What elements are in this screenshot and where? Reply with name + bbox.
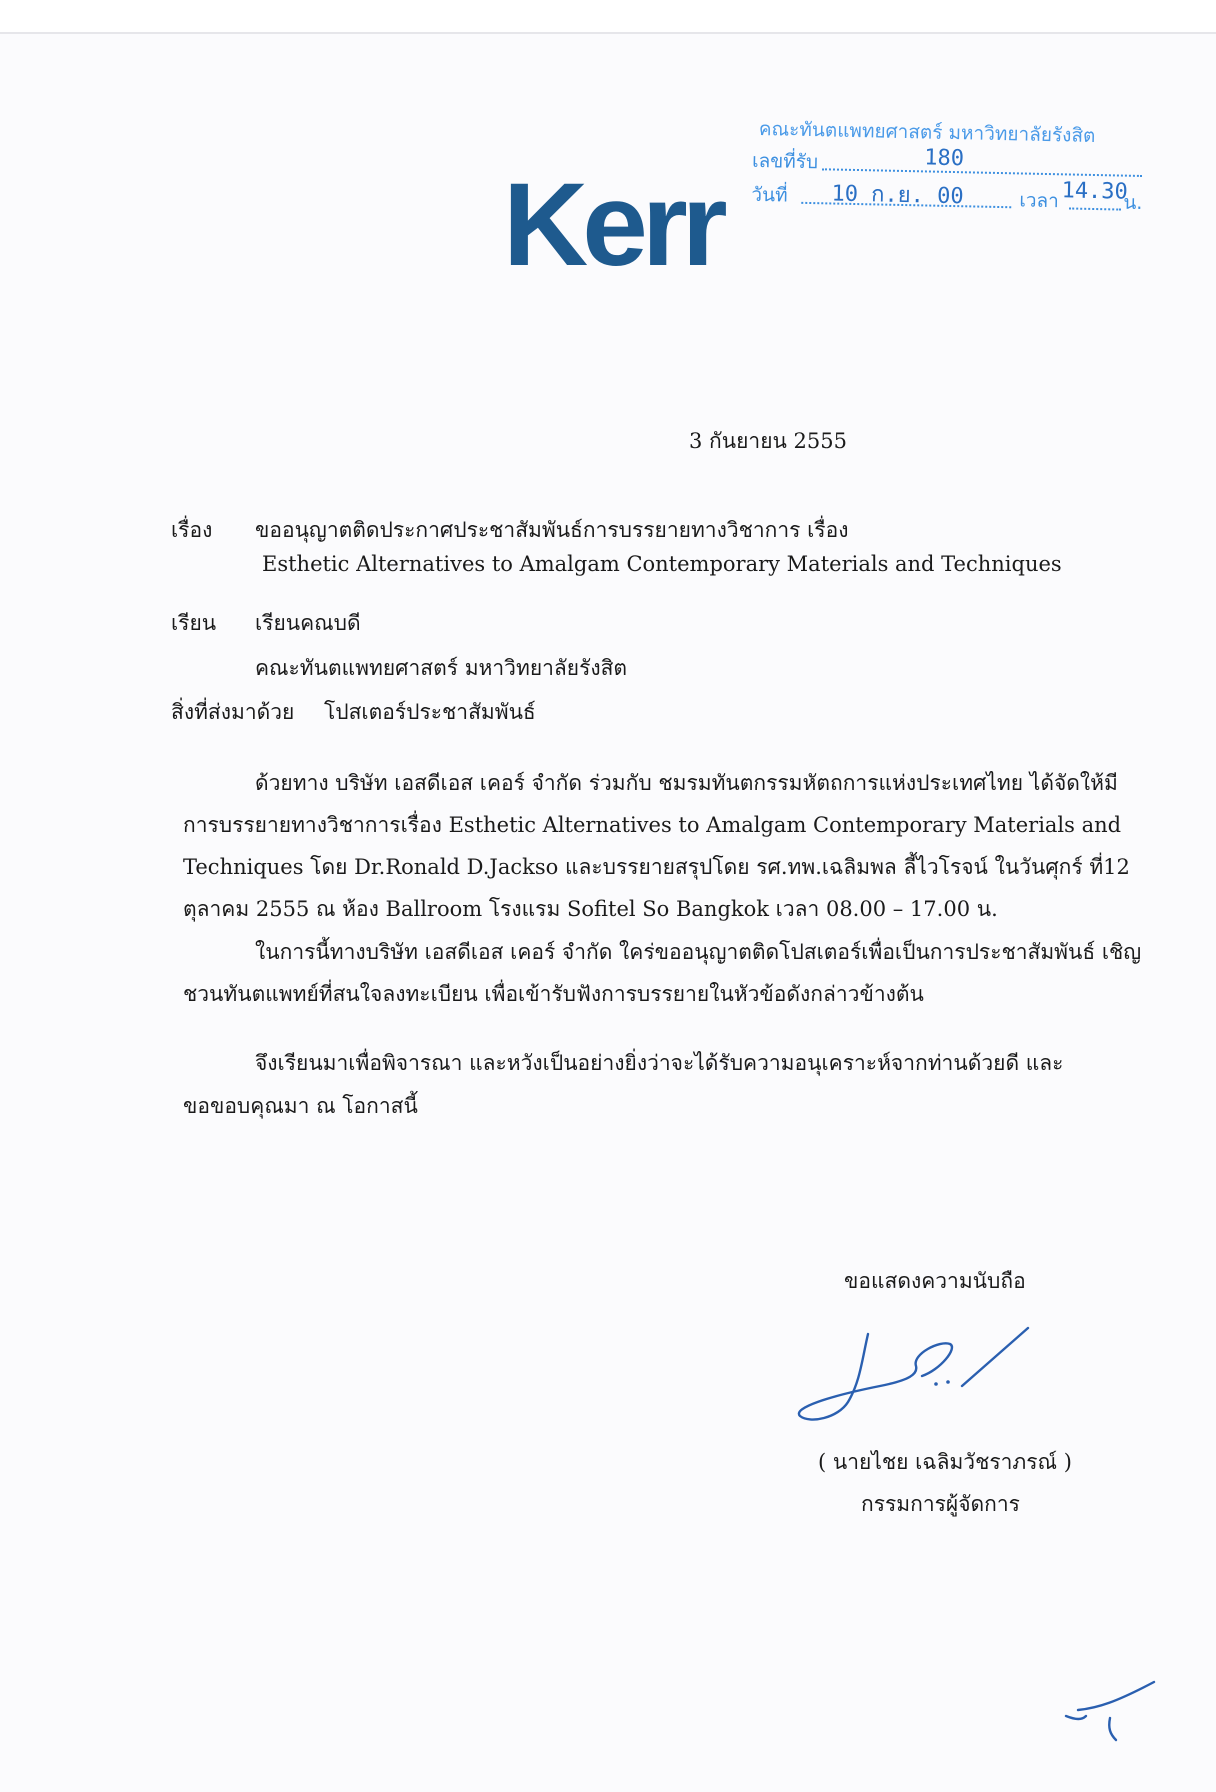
para2-line-1: ในการนี้ทางบริษัท เอสดีเอส เคอร์ จำกัด ใคร่ขออนุญาตติดโปสเตอร์เพื่อเป็นการประชาสัมพันธ์ เชิญ (255, 940, 1142, 964)
stamp-org: คณะทันตแพทยศาสตร์ มหาวิทยาลัยรังสิต (758, 117, 1096, 147)
to-line-2: คณะทันตแพทยศาสตร์ มหาวิทยาลัยรังสิต (255, 656, 628, 680)
letter-date: 3 กันยายน 2555 (689, 429, 847, 453)
para1-line-3: Techniques โดย Dr.Ronald D.Jackso และบรรยายสรุปโดย รศ.ทพ.เฉลิมพล ลี้ไวโรจน์ ในวันศุกร์ ที่12 (183, 855, 1130, 879)
stamp-time-label: เวลา (1019, 189, 1060, 213)
to-label: เรียน (171, 611, 217, 635)
para1-line-2: การบรรยายทางวิชาการเรื่อง Esthetic Alternatives to Amalgam Contemporary Materials and (183, 813, 1122, 837)
subject-label: เรื่อง (171, 518, 213, 542)
stamp-time-suffix: น. (1123, 191, 1143, 214)
signature (790, 1320, 1050, 1430)
para2-line-2: ชวนทันตแพทย์ที่สนใจลงทะเบียน เพื่อเข้ารับฟังการบรรยายในหัวข้อดังกล่าวข้างต้น (183, 982, 924, 1006)
closing: ขอแสดงความนับถือ (844, 1269, 1026, 1293)
to-line-1: เรียนคณบดี (255, 611, 361, 635)
para3-line-1: จึงเรียนมาเพื่อพิจารณา และหวังเป็นอย่างยิ่งว่าจะได้รับความอนุเคราะห์จากท่านด้วยดี และ (255, 1051, 1064, 1075)
subject-line-2: Esthetic Alternatives to Amalgam Contemporary Materials and Techniques (262, 552, 1062, 576)
subject-line-1: ขออนุญาตติดประกาศประชาสัมพันธ์การบรรยายทางวิชาการ เรื่อง (255, 518, 849, 542)
ink-mark (1058, 1680, 1158, 1760)
para3-line-2: ขอขอบคุณมา ณ โอกาสนี้ (183, 1094, 418, 1118)
para1-line-4: ตุลาคม 2555 ณ ห้อง Ballroom โรงแรม Sofitel So Bangkok เวลา 08.00 – 17.00 น. (183, 897, 998, 921)
enclosure-value: โปสเตอร์ประชาสัมพันธ์ (324, 700, 536, 724)
stamp-date-label: วันที่ (751, 183, 788, 207)
kerr-logo: Kerr (503, 159, 722, 291)
enclosure-label: สิ่งที่ส่งมาด้วย (171, 700, 295, 724)
received-stamp (751, 110, 1153, 230)
stamp-received-label: เลขที่รับ (751, 149, 819, 174)
stamp-date-value: 10 ก.ย. 00 (831, 181, 964, 210)
signer-title: กรรมการผู้จัดการ (861, 1492, 1020, 1516)
stamp-received-no: 180 (923, 145, 965, 172)
stamp-dotted-line (1069, 207, 1121, 210)
stamp-time-value: 14.30 (1061, 178, 1129, 205)
para1-line-1: ด้วยทาง บริษัท เอสดีเอส เคอร์ จำกัด ร่วมกับ ชมรมทันตกรรมหัตถการแห่งประเทศไทย ได้จัดให้มี (255, 771, 1118, 795)
scan-top-margin (0, 0, 1216, 32)
signer-name: ( นายไชย เฉลิมวัชราภรณ์ ) (818, 1450, 1072, 1474)
